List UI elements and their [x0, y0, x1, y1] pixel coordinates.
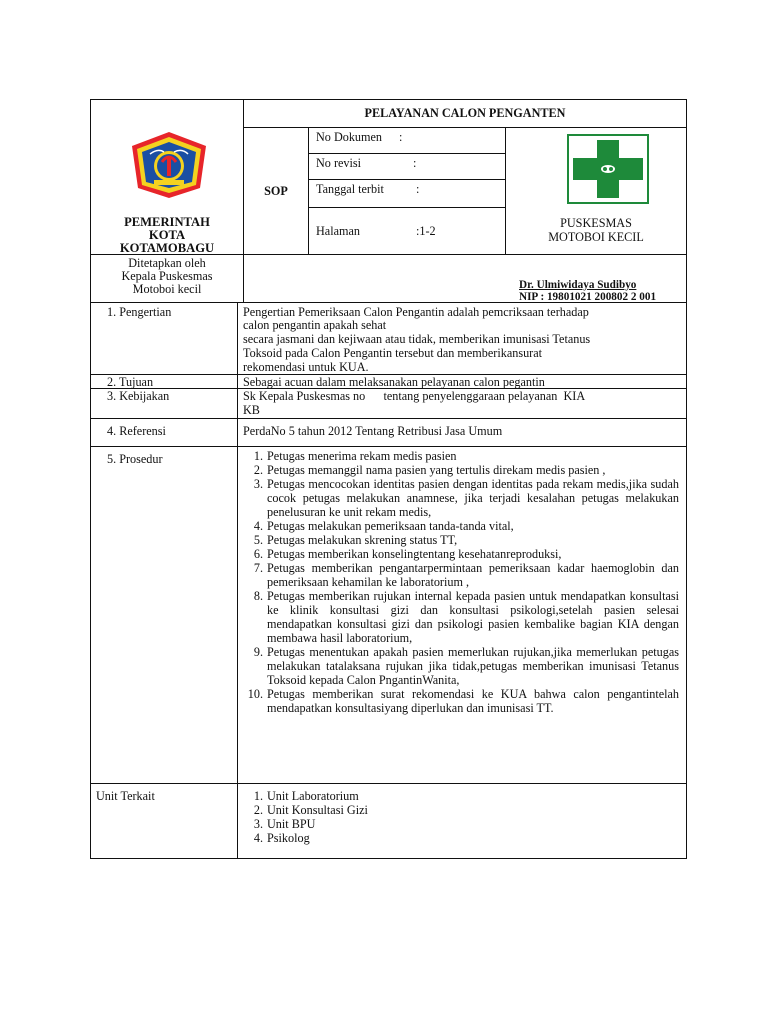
divider	[308, 179, 505, 180]
divider	[243, 127, 687, 128]
list-item: 6. Petugas memberikan konselingtentang kesehatanreproduksi,	[253, 547, 562, 561]
kebijakan-line-2: KB	[243, 403, 260, 417]
border-left	[90, 99, 91, 859]
kota-kotamobagu-emblem-icon	[128, 130, 210, 200]
signer-nip: NIP : 19801021 200802 2 001	[519, 291, 657, 303]
pengertian-line-5: rekomendasi untuk KUA.	[243, 360, 369, 374]
puskesmas-logo-icon	[567, 134, 649, 204]
divider	[90, 446, 687, 447]
divider	[90, 418, 687, 419]
list-item: 1. Petugas menerima rekam medis pasien	[253, 449, 457, 463]
section-label-pengertian: 1. Pengertian	[107, 305, 172, 319]
section-label-referensi: 4. Referensi	[107, 424, 166, 438]
list-item: 4. Psikolog	[253, 831, 310, 845]
org-name-line-3: KOTAMOBAGU	[119, 241, 215, 255]
section-label-kebijakan: 3. Kebijakan	[107, 389, 170, 403]
list-item: 10. Petugas memberikan surat rekomendasi ke KUA bahwa calon pengantintelah mendapatkan konsultasiyang diperlukan dan imunisasi TT.	[247, 687, 679, 715]
tujuan-text: Sebagai acuan dalam melaksanakan pelayanan calon pegantin	[243, 375, 545, 389]
signer-name: Dr. Ulmiwidaya Sudibyo	[519, 279, 637, 291]
prosedur-list	[243, 449, 679, 715]
list-item: 9. Petugas menentukan apakah pasien memerlukan rujukan,jika memerlukan petugas melakukan tatalaksana rujukan jika tidak,petugas memberikan imunisasi Tetanus Toksoid kepada Calon PngantinWanita,	[253, 645, 679, 687]
ditetapkan-line-2: Kepala Puskesmas	[121, 269, 213, 283]
list-item: 3. Petugas mencocokan identitas pasien dengan identitas pada rekam medis,jika sudah cocok petugas melakukan anamnese, jika terjadi kesalahan petugas melakukan penelusuran ke unit rekam medis,	[253, 477, 679, 519]
border-right	[686, 99, 687, 859]
referensi-text: PerdaNo 5 tahun 2012 Tentang Retribusi Jasa Umum	[243, 424, 503, 438]
border-bottom	[90, 858, 687, 859]
pengertian-line-4: Toksoid pada Calon Pengantin tersebut dan memberikansurat	[243, 346, 543, 360]
meta-label-no-dokumen: No Dokumen	[316, 130, 383, 144]
pengertian-line-2: calon pengantin apakah sehat	[243, 318, 387, 332]
puskesmas-name-line-2: MOTOBOI KECIL	[548, 230, 644, 244]
ditetapkan-line-3: Motoboi kecil	[132, 282, 202, 296]
meta-sep: :1-2	[416, 224, 436, 238]
meta-label-tanggal-terbit: Tanggal terbit	[316, 182, 384, 196]
section-label-prosedur: 5. Prosedur	[107, 452, 163, 466]
meta-sep: :	[413, 156, 417, 170]
ditetapkan-line-1: Ditetapkan oleh	[128, 256, 206, 270]
list-item: 7. Petugas memberikan pengantarpermintaan pemeriksaan kadar haemoglobin dan pemeriksaan kehamilan ke laboratorium ,	[253, 561, 679, 589]
meta-sep: :	[416, 182, 420, 196]
kebijakan-line-1: Sk Kepala Puskesmas no tentang penyelenggaraan pelayanan KIA	[243, 389, 586, 403]
section-label-tujuan: 2. Tujuan	[107, 375, 154, 389]
pengertian-line-1: Pengertian Pemeriksaan Calon Pengantin adalah pemcriksaan terhadap	[243, 305, 589, 319]
list-item: 4. Petugas melakukan pemeriksaan tanda-tanda vital,	[253, 519, 514, 533]
org-name-line-2: KOTA	[148, 228, 186, 242]
puskesmas-name-line-1: PUSKESMAS	[560, 216, 632, 230]
divider	[308, 127, 309, 254]
list-item: 8. Petugas memberikan rujukan internal kepada pasien untuk mendapatkan konsultasi ke klinik konsultasi gizi dan konsultasi psikologi,setelah pasien selesai mendapatkan konsultasi gizi dan psikologi pasien kembalike bagian KIA dengan membawa hasil laboratorium,	[253, 589, 679, 645]
divider	[308, 153, 505, 154]
sop-label: SOP	[264, 184, 288, 198]
unit-terkait-list	[243, 789, 368, 845]
section-label-unit-terkait: Unit Terkait	[96, 789, 155, 803]
meta-sep: :	[399, 130, 403, 144]
list-item: 3. Unit BPU	[253, 817, 316, 831]
org-name-line-1: PEMERINTAH	[124, 215, 210, 229]
list-item: 2. Unit Konsultasi Gizi	[253, 803, 368, 817]
list-item: 1. Unit Laboratorium	[253, 789, 359, 803]
divider	[308, 207, 505, 208]
pengertian-line-3: secara jasmani dan kejiwaan atau tidak, memberikan imunisasi Tetanus	[243, 332, 591, 346]
meta-label-halaman: Halaman	[316, 224, 360, 238]
list-item: 5. Petugas melakukan skrening status TT,	[253, 533, 458, 547]
list-item: 2. Petugas memanggil nama pasien yang tertulis direkam medis pasien ,	[253, 463, 606, 477]
meta-label-no-revisi: No revisi	[316, 156, 362, 170]
divider	[243, 99, 244, 302]
divider	[237, 302, 238, 859]
divider	[90, 783, 687, 784]
border-top	[90, 99, 687, 100]
document-title: PELAYANAN CALON PENGANTEN	[364, 106, 566, 120]
